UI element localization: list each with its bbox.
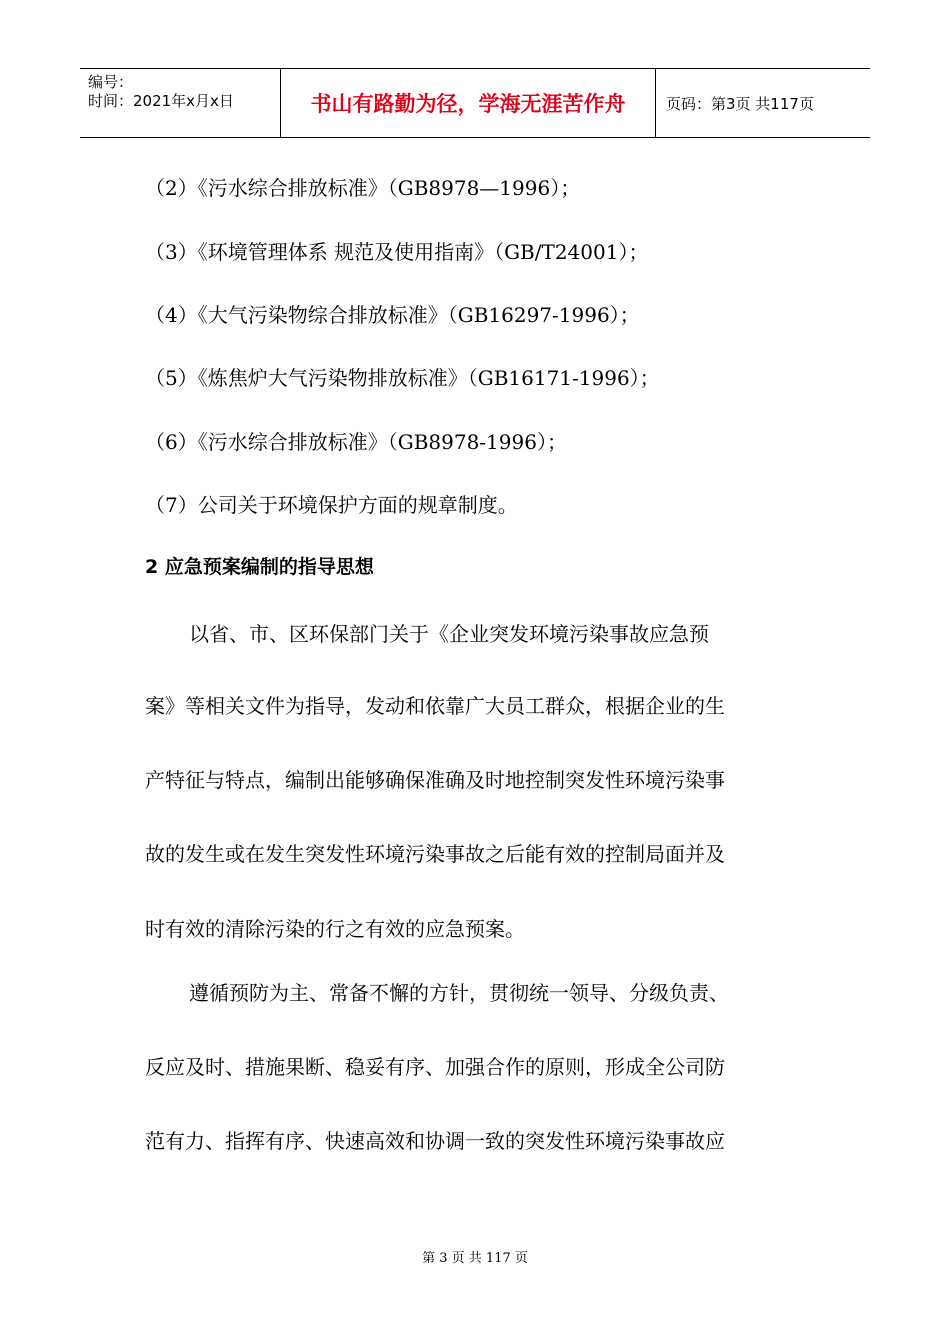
list-item: （3）《环境管理体系 规范及使用指南》（GB/T24001）； <box>145 240 649 264</box>
paragraph-line: 以省、市、区环保部门关于《企业突发环境污染事故应急预 <box>189 622 709 646</box>
paragraph-line: 反应及时、措施果断、稳妥有序、加强合作的原则，形成全公司防 <box>145 1055 725 1079</box>
list-item: （4）《大气污染物综合排放标准》（GB16297-1996）； <box>145 303 640 327</box>
paragraph-line: 故的发生或在发生突发性环境污染事故之后能有效的控制局面并及 <box>145 842 725 866</box>
section-heading: 2 应急预案编制的指导思想 <box>145 556 374 578</box>
paragraph-line: 时有效的清除污染的行之有效的应急预案。 <box>145 917 525 941</box>
page-footer: 第 3 页 共 117 页 <box>422 1251 528 1266</box>
header-page-label: 页码：第3页 共117页 <box>666 94 814 113</box>
date-label: 时间：2021年x月x日 <box>88 92 234 110</box>
list-item: （2）《污水综合排放标准》（GB8978—1996）； <box>145 176 581 200</box>
list-item: （5）《炼焦炉大气污染物排放标准》（GB16171-1996）； <box>145 366 660 390</box>
number-label: 编号： <box>88 73 134 91</box>
paragraph-line: 产特征与特点，编制出能够确保准确及时地控制突发性环境污染事 <box>145 768 725 792</box>
list-item: （6）《污水综合排放标准》（GB8978-1996）； <box>145 430 567 454</box>
paragraph-line: 案》等相关文件为指导，发动和依靠广大员工群众，根据企业的生 <box>145 694 725 718</box>
list-item: （7）公司关于环境保护方面的规章制度。 <box>145 493 518 517</box>
header-meta <box>80 69 281 137</box>
paragraph-line: 遵循预防为主、常备不懈的方针，贯彻统一领导、分级负责、 <box>189 981 729 1005</box>
page-header <box>80 68 870 138</box>
paragraph-line: 范有力、指挥有序、快速高效和协调一致的突发性环境污染事故应 <box>145 1129 725 1153</box>
header-motto: 书山有路勤为径，学海无涯苦作舟 <box>281 69 656 137</box>
